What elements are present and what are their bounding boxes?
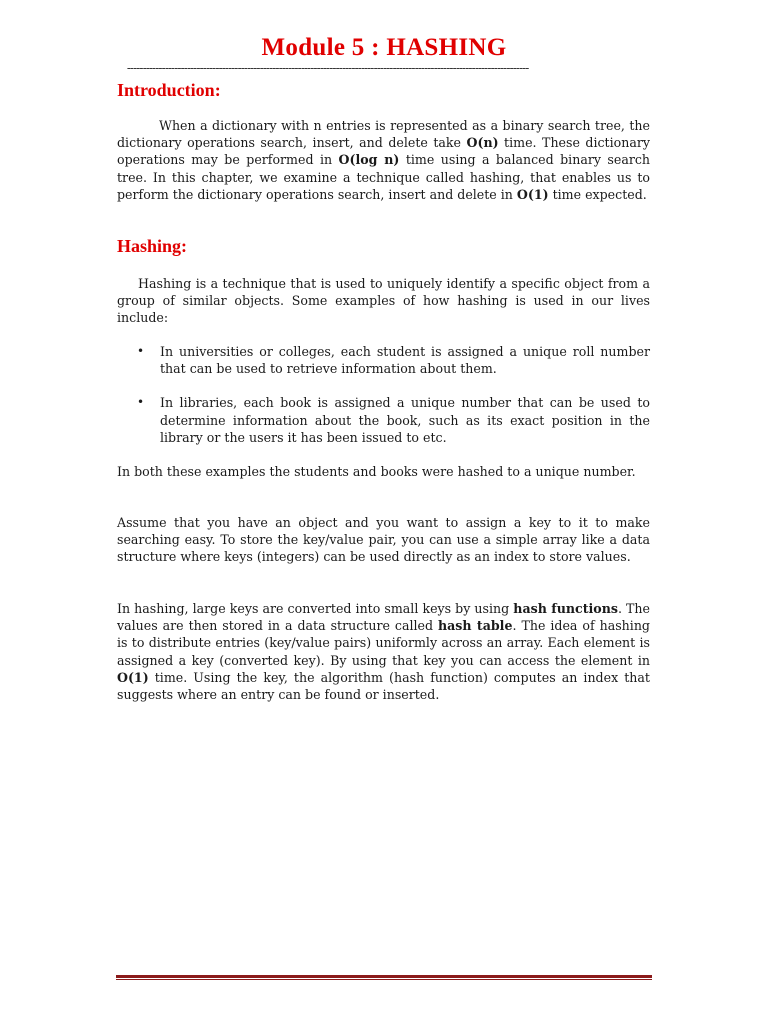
footer-rule: [116, 975, 652, 978]
list-item: • In libraries, each book is assigned a unique number that can be used to determine information about the book, such as its exact position in the library or the users it has been issued to etc.: [137, 395, 650, 445]
examples-list: [117, 343, 650, 446]
hashing-heading: Hashing:: [117, 236, 188, 256]
intro-paragraph: When a dictionary with n entries is represented as a binary search tree, the dictionary operations search, insert, and delete take O(n) time. These dictionary operations may be performed in O(log n) time using a balanced binary search tree. In this chapter, we examine a technique called hashing, that enables us to perform the dictionary operations search, insert and delete in O(1) time expected.: [117, 118, 651, 202]
examples-summary-paragraph: In both these examples the students and books were hashed to a unique number.: [117, 464, 636, 479]
hashing-intro-paragraph: Hashing is a technique that is used to uniquely identify a specific object from a group of similar objects. Some examples of how hashing is used in our lives include:: [117, 276, 650, 326]
page-title: Module 5 : HASHING: [261, 34, 507, 61]
intro-heading: Introduction:: [117, 80, 221, 100]
title-divider: -------------------------------------------------------------------------------------------------------------------------------: [127, 62, 529, 74]
bullet-icon: •: [137, 344, 145, 358]
footer-rule-thin: [116, 979, 652, 980]
key-value-paragraph: Assume that you have an object and you want to assign a key to it to make searching easy. To store the key/value pair, you can use a simple array like a data structure where keys (integers) can be used directly as an index to store values.: [117, 515, 650, 565]
bullet-icon: •: [137, 395, 145, 410]
list-item: • In universities or colleges, each student is assigned a unique roll number that can be used to retrieve information about them.: [137, 344, 650, 377]
hash-functions-paragraph: In hashing, large keys are converted into small keys by using hash functions. The values are then stored in a data structure called hash table. The idea of hashing is to distribute entries (key/value pairs) uniformly across an array. Each element is assigned a key (converted key). By using that key you can access the element in O(1) time. Using the key, the algorithm (hash function) computes an index that suggests where an entry can be found or inserted.: [117, 601, 650, 703]
